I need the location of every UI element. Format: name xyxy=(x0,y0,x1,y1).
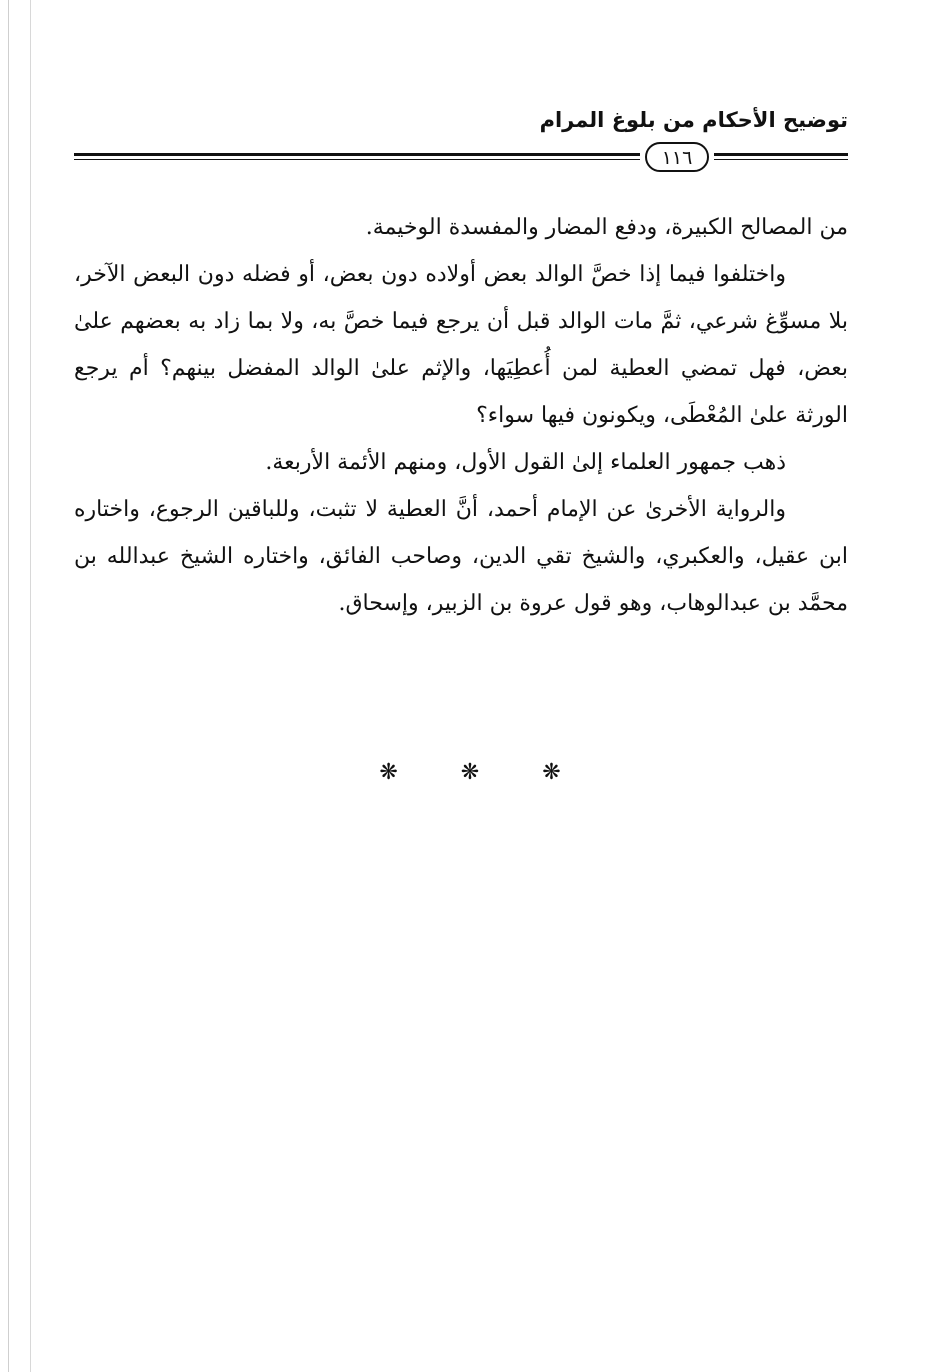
header-rule-right xyxy=(714,153,848,160)
section-break-asterisks: ❋ ❋ ❋ xyxy=(379,760,589,785)
scan-edge-line xyxy=(30,0,31,1372)
header-rule xyxy=(74,142,848,176)
running-title: توضيح الأحكام من بلوغ المرام xyxy=(539,108,848,132)
paragraph: والرواية الأخرىٰ عن الإمام أحمد، أنَّ العطية لا تثبت، وللباقين الرجوع، واختاره ابن عقيل، والعكبري، والشيخ تقي الدين، وصاحب الفائق، واختاره الشيخ عبدالله بن محمَّد بن عبدالوهاب، وهو قول عروة بن الزبير، وإسحاق. xyxy=(74,497,848,616)
scan-edge-line xyxy=(8,0,9,1372)
paragraph: ذهب جمهور العلماء إلىٰ القول الأول، ومنهم الأئمة الأربعة. xyxy=(265,450,786,475)
body-text xyxy=(74,204,848,627)
paragraph: واختلفوا فيما إذا خصَّ الوالد بعض أولاده دون بعض، أو فضله دون البعض الآخر، بلا مسوِّغ شرعي، ثمَّ مات الوالد قبل أن يرجع فيما خصَّ به، ولا بما زاد به بعضهم علىٰ بعض، فهل تمضي العطية لمن أُعطِيَها، والإثم علىٰ الوالد المفضل بينهم؟ أم يرجع الورثة علىٰ المُعْطَى، ويكونون فيها سواء؟ xyxy=(74,262,848,428)
header-rule-left xyxy=(74,153,640,160)
paragraph: من المصالح الكبيرة، ودفع المضار والمفسدة الوخيمة. xyxy=(365,215,848,240)
page-number-frame xyxy=(645,142,709,172)
page-number: ١١٦ xyxy=(661,147,693,169)
